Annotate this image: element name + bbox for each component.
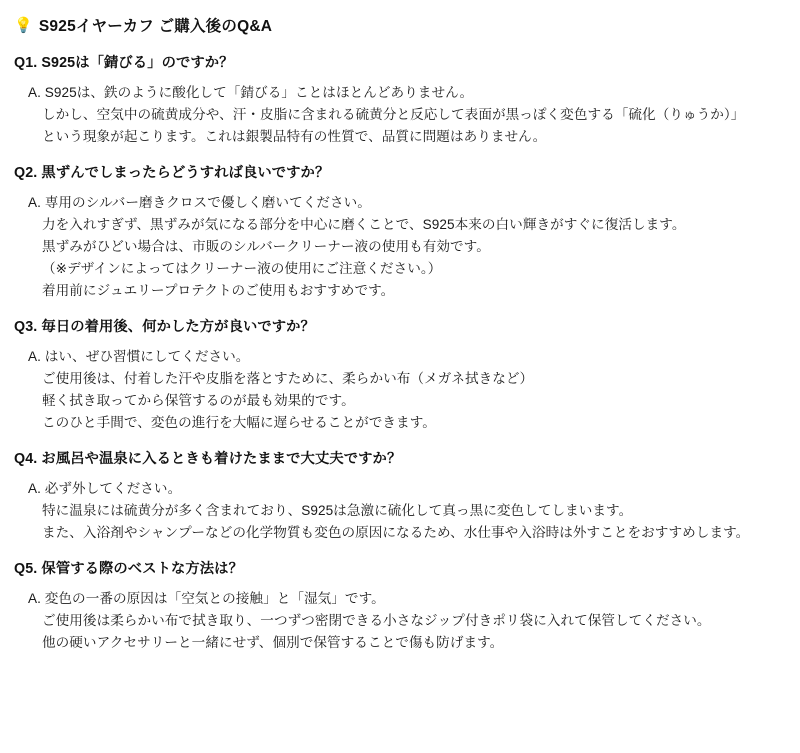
lightbulb-icon: 💡 [14, 16, 33, 34]
answer-body [14, 82, 786, 148]
question-text: Q3. 毎日の着用後、何かした方が良いですか？ [14, 319, 315, 336]
qa-item [14, 448, 786, 544]
answer-line: ご使用後は柔らかい布で拭き取り、一つずつ密閉できる小さなジップ付きポリ袋に入れて保管してください。 [42, 613, 711, 629]
answer-line: しかし、空気中の硫黄成分や、汗・皮脂に含まれる硫黄分と反応して表面が黒っぽく変色する「硫化（りゅうか）」 [42, 107, 745, 123]
answer-line: 力を入れすぎず、黒ずみが気になる部分を中心に磨くことで、S925本来の白い輝きがすぐに復活します。 [42, 217, 686, 233]
answer-line: 他の硬いアクセサリーと一緒にせず、個別で保管することで傷も防げます。 [42, 635, 504, 651]
page-title [14, 14, 786, 36]
question-text: Q4. お風呂や温泉に入るときも着けたままで大丈夫ですか？ [14, 451, 402, 468]
answer-line: ご使用後は、付着した汗や皮脂を落とすために、柔らかい布（メガネ拭きなど） [42, 371, 534, 387]
answer-line: A. 変色の一番の原因は「空気との接触」と「湿気」です。 [28, 591, 385, 607]
answer-line: という現象が起こります。これは銀製品特有の性質で、品質に問題はありません。 [42, 129, 547, 145]
answer-line: 黒ずみがひどい場合は、市販のシルバークリーナー液の使用も有効です。 [42, 239, 490, 255]
qa-item [14, 316, 786, 434]
answer-body [14, 478, 786, 544]
answer-line: このひと手間で、変色の進行を大幅に遅らせることができます。 [42, 415, 436, 431]
question-text: Q5. 保管する際のベストな方法は？ [14, 561, 243, 578]
question-text: Q2. 黒ずんでしまったらどうすれば良いですか？ [14, 165, 330, 182]
question-text: Q1. S925は「錆びる」のですか？ [14, 55, 234, 71]
qa-item [14, 162, 786, 302]
answer-line: A. 専用のシルバー磨きクロスで優しく磨いてください。 [28, 195, 371, 211]
answer-body [14, 192, 786, 302]
qa-item [14, 52, 786, 148]
answer-line: A. S925は、鉄のように酸化して「錆びる」ことはほとんどありません。 [28, 85, 474, 100]
answer-line: 着用前にジュエリープロテクトのご使用もおすすめです。 [42, 283, 395, 299]
answer-body [14, 346, 786, 434]
page-title-text: S925イヤーカフ ご購入後のQ&A [38, 18, 273, 35]
answer-line: 軽く拭き取ってから保管するのが最も効果的です。 [42, 393, 355, 409]
answer-body [14, 588, 786, 654]
answer-line: 特に温泉には硫黄分が多く含まれており、S925は急激に硫化して真っ黒に変色してしまいます。 [42, 503, 633, 519]
answer-line: A. 必ず外してください。 [28, 481, 182, 497]
answer-line: （※デザインによってはクリーナー液の使用にご注意ください。） [42, 261, 442, 277]
qa-item [14, 558, 786, 654]
answer-line: A. はい、ぜひ習慣にしてください。 [28, 349, 250, 365]
answer-line: また、入浴剤やシャンプーなどの化学物質も変色の原因になるため、水仕事や入浴時は外すことをおすすめします。 [42, 525, 750, 541]
